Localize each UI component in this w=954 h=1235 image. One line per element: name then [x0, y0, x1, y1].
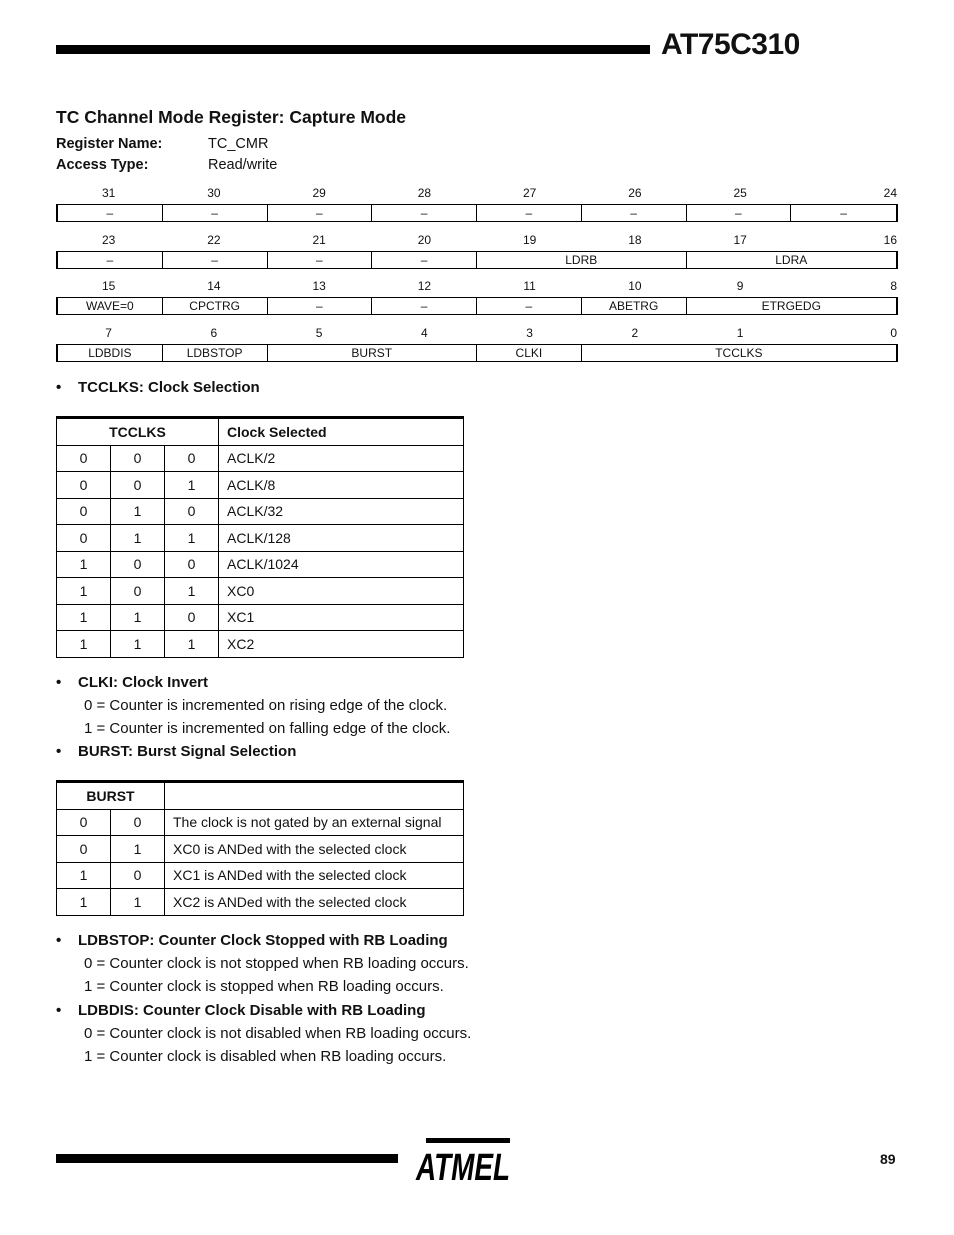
table-cell: 0 [165, 445, 219, 472]
register-field: – [477, 205, 582, 221]
bullet-icon: • [56, 1002, 62, 1019]
register-field: – [268, 205, 373, 221]
bullet-icon: • [56, 932, 62, 949]
section-title: TC Channel Mode Register: Capture Mode [56, 107, 407, 127]
bit-number: 23 [101, 233, 116, 247]
clki-desc-1: 1 = Counter is incremented on falling edge of the clock. [84, 720, 451, 737]
register-row [56, 233, 898, 269]
clki-heading-text: CLKI: Clock Invert [78, 674, 209, 691]
table-cell: 0 [57, 809, 111, 836]
register-row [56, 186, 898, 222]
table-cell: ACLK/1024 [219, 551, 464, 578]
register-field: – [477, 298, 582, 314]
table-row [57, 498, 464, 525]
clki-heading [56, 674, 208, 691]
footer-rule [56, 1154, 398, 1163]
table-cell: 1 [165, 631, 219, 658]
table-cell: ACLK/128 [219, 525, 464, 552]
register-field-row [56, 204, 898, 222]
table-cell: 0 [111, 445, 165, 472]
bit-number: 28 [417, 186, 432, 200]
bit-number: 19 [522, 233, 537, 247]
table-cell: XC2 [219, 631, 464, 658]
bit-number-row [56, 279, 898, 295]
bit-number: 7 [105, 326, 112, 340]
table-row [57, 551, 464, 578]
register-field: LDRB [477, 252, 687, 268]
ldbdis-heading [56, 1002, 426, 1019]
bit-number: 16 [883, 233, 897, 247]
bit-number: 9 [736, 279, 744, 293]
register-field: ETRGEDG [761, 299, 821, 313]
table-cell: 1 [165, 472, 219, 499]
table-cell: XC0 [219, 578, 464, 605]
table-row [57, 472, 464, 499]
clock-selected-column-header: Clock Selected [219, 418, 464, 446]
ldbdis-desc-0: 0 = Counter clock is not disabled when RB loading occurs. [84, 1025, 472, 1042]
register-field: – [58, 205, 163, 221]
table-cell: XC1 is ANDed with the selected clock [165, 862, 464, 889]
register-name-value: TC_CMR [208, 136, 269, 152]
atmel-logo [412, 1136, 512, 1189]
table-cell: ACLK/8 [219, 472, 464, 499]
register-field: – [372, 298, 477, 314]
svg-text:ATMEL: ATMEL [415, 1147, 510, 1189]
bit-number: 8 [890, 279, 897, 293]
register-field: LDBDIS [58, 345, 163, 361]
table-cell: 1 [57, 631, 111, 658]
register-row [56, 326, 898, 362]
bit-number: 22 [207, 233, 221, 247]
table-cell: 0 [165, 498, 219, 525]
bit-number: 13 [312, 279, 326, 293]
ldbstop-heading [56, 932, 448, 949]
table-cell: 0 [111, 551, 165, 578]
burst-table [56, 780, 464, 916]
register-field: CPCTRG [163, 298, 268, 314]
bit-number: 20 [417, 233, 432, 247]
register-field: TCCLKS [715, 346, 763, 360]
bit-number: 10 [628, 279, 642, 293]
bit-number: 18 [628, 233, 642, 247]
table-cell: 0 [111, 472, 165, 499]
bit-number: 21 [312, 233, 326, 247]
table-cell: The clock is not gated by an external signal [165, 809, 464, 836]
burst-heading [56, 743, 296, 760]
register-field: – [372, 205, 477, 221]
tcclks-heading [56, 379, 260, 396]
table-row [57, 578, 464, 605]
bit-number: 11 [523, 279, 536, 293]
burst-description-column-header [165, 782, 464, 810]
clki-desc-0: 0 = Counter is incremented on rising edge of the clock. [84, 697, 448, 714]
register-field: – [268, 298, 373, 314]
ldbstop-desc-0: 0 = Counter clock is not stopped when RB loading occurs. [84, 955, 469, 972]
table-row [57, 604, 464, 631]
bullet-icon: • [56, 379, 62, 396]
table-cell: 0 [165, 551, 219, 578]
table-row [57, 889, 464, 916]
ldbstop-heading-text: LDBSTOP: Counter Clock Stopped with RB Loading [78, 932, 448, 949]
bit-number: 29 [312, 186, 326, 200]
bit-number: 15 [101, 279, 116, 293]
ldbdis-desc-1: 1 = Counter clock is disabled when RB loading occurs. [84, 1048, 447, 1065]
table-cell: 1 [57, 889, 111, 916]
table-cell: 0 [57, 445, 111, 472]
table-cell: 1 [111, 889, 165, 916]
register-field: – [582, 205, 687, 221]
table-cell: 1 [111, 631, 165, 658]
document-title: AT75C310 [661, 28, 800, 61]
table-cell: 1 [57, 578, 111, 605]
bit-number-row [56, 233, 898, 249]
register-field: – [687, 205, 792, 221]
register-name-label: Register Name: [56, 136, 163, 152]
table-cell: 1 [111, 525, 165, 552]
register-field: LDBSTOP [163, 345, 268, 361]
header-rule [56, 45, 650, 54]
bit-number: 6 [210, 326, 218, 340]
table-cell: 0 [165, 604, 219, 631]
access-type-label: Access Type: [56, 157, 149, 173]
register-field: – [163, 252, 268, 268]
burst-heading-text: BURST: Burst Signal Selection [78, 743, 297, 760]
table-cell: 0 [57, 498, 111, 525]
table-cell: 0 [111, 809, 165, 836]
bit-number: 0 [890, 326, 897, 340]
bit-number: 25 [733, 186, 747, 200]
table-cell: XC2 is ANDed with the selected clock [165, 889, 464, 916]
register-field: ABETRG [582, 298, 687, 314]
table-cell: 0 [111, 578, 165, 605]
bit-number: 2 [631, 326, 639, 340]
bit-number-row [56, 326, 898, 342]
table-row [57, 836, 464, 863]
register-field: – [372, 252, 477, 268]
ldbstop-desc-1: 1 = Counter clock is stopped when RB loading occurs. [84, 978, 444, 995]
bit-number: 1 [736, 326, 744, 340]
bit-number: 12 [417, 279, 432, 293]
register-field: CLKI [477, 345, 582, 361]
register-field: – [268, 252, 373, 268]
register-field-row [56, 344, 898, 362]
bit-number: 26 [628, 186, 642, 200]
table-row [57, 809, 464, 836]
table-cell: ACLK/32 [219, 498, 464, 525]
table-cell: 1 [57, 604, 111, 631]
table-cell: XC1 [219, 604, 464, 631]
table-cell: 1 [111, 498, 165, 525]
register-field: – [840, 206, 847, 220]
table-cell: 0 [111, 862, 165, 889]
bullet-icon: • [56, 743, 62, 760]
page-number: 89 [880, 1151, 896, 1167]
register-field: – [58, 252, 163, 268]
bit-number: 4 [421, 326, 428, 340]
atmel-logo-icon [412, 1136, 512, 1189]
bullet-icon: • [56, 674, 62, 691]
table-cell: 1 [165, 578, 219, 605]
bit-number: 14 [207, 279, 221, 293]
tcclks-column-header: TCCLKS [57, 418, 219, 446]
table-cell: 1 [165, 525, 219, 552]
register-field: – [163, 205, 268, 221]
bit-number: 5 [315, 326, 323, 340]
register-field: LDRA [775, 253, 808, 267]
register-field: BURST [268, 345, 478, 361]
bit-number: 17 [733, 233, 747, 247]
register-field-row [56, 297, 898, 315]
burst-column-header: BURST [57, 782, 165, 810]
register-row [56, 279, 898, 315]
bit-number: 31 [101, 186, 116, 200]
table-cell: 1 [111, 836, 165, 863]
table-row [57, 631, 464, 658]
ldbdis-heading-text: LDBDIS: Counter Clock Disable with RB Loading [78, 1002, 426, 1019]
table-cell: 0 [57, 472, 111, 499]
bit-number: 30 [207, 186, 221, 200]
access-type-value: Read/write [208, 157, 278, 173]
register-field: WAVE=0 [58, 298, 163, 314]
table-cell: XC0 is ANDed with the selected clock [165, 836, 464, 863]
table-cell: 1 [57, 551, 111, 578]
table-cell: 1 [111, 604, 165, 631]
table-cell: 0 [57, 525, 111, 552]
tcclks-heading-text: TCCLKS: Clock Selection [78, 379, 260, 396]
bit-number: 27 [522, 186, 537, 200]
tcclks-table [56, 416, 464, 658]
table-cell: 1 [57, 862, 111, 889]
bit-number-row [56, 186, 898, 202]
register-field-row [56, 251, 898, 269]
table-cell: ACLK/2 [219, 445, 464, 472]
bit-number: 24 [883, 186, 897, 200]
table-row [57, 862, 464, 889]
bit-number: 3 [526, 326, 533, 340]
table-row [57, 525, 464, 552]
table-row [57, 445, 464, 472]
table-cell: 0 [57, 836, 111, 863]
